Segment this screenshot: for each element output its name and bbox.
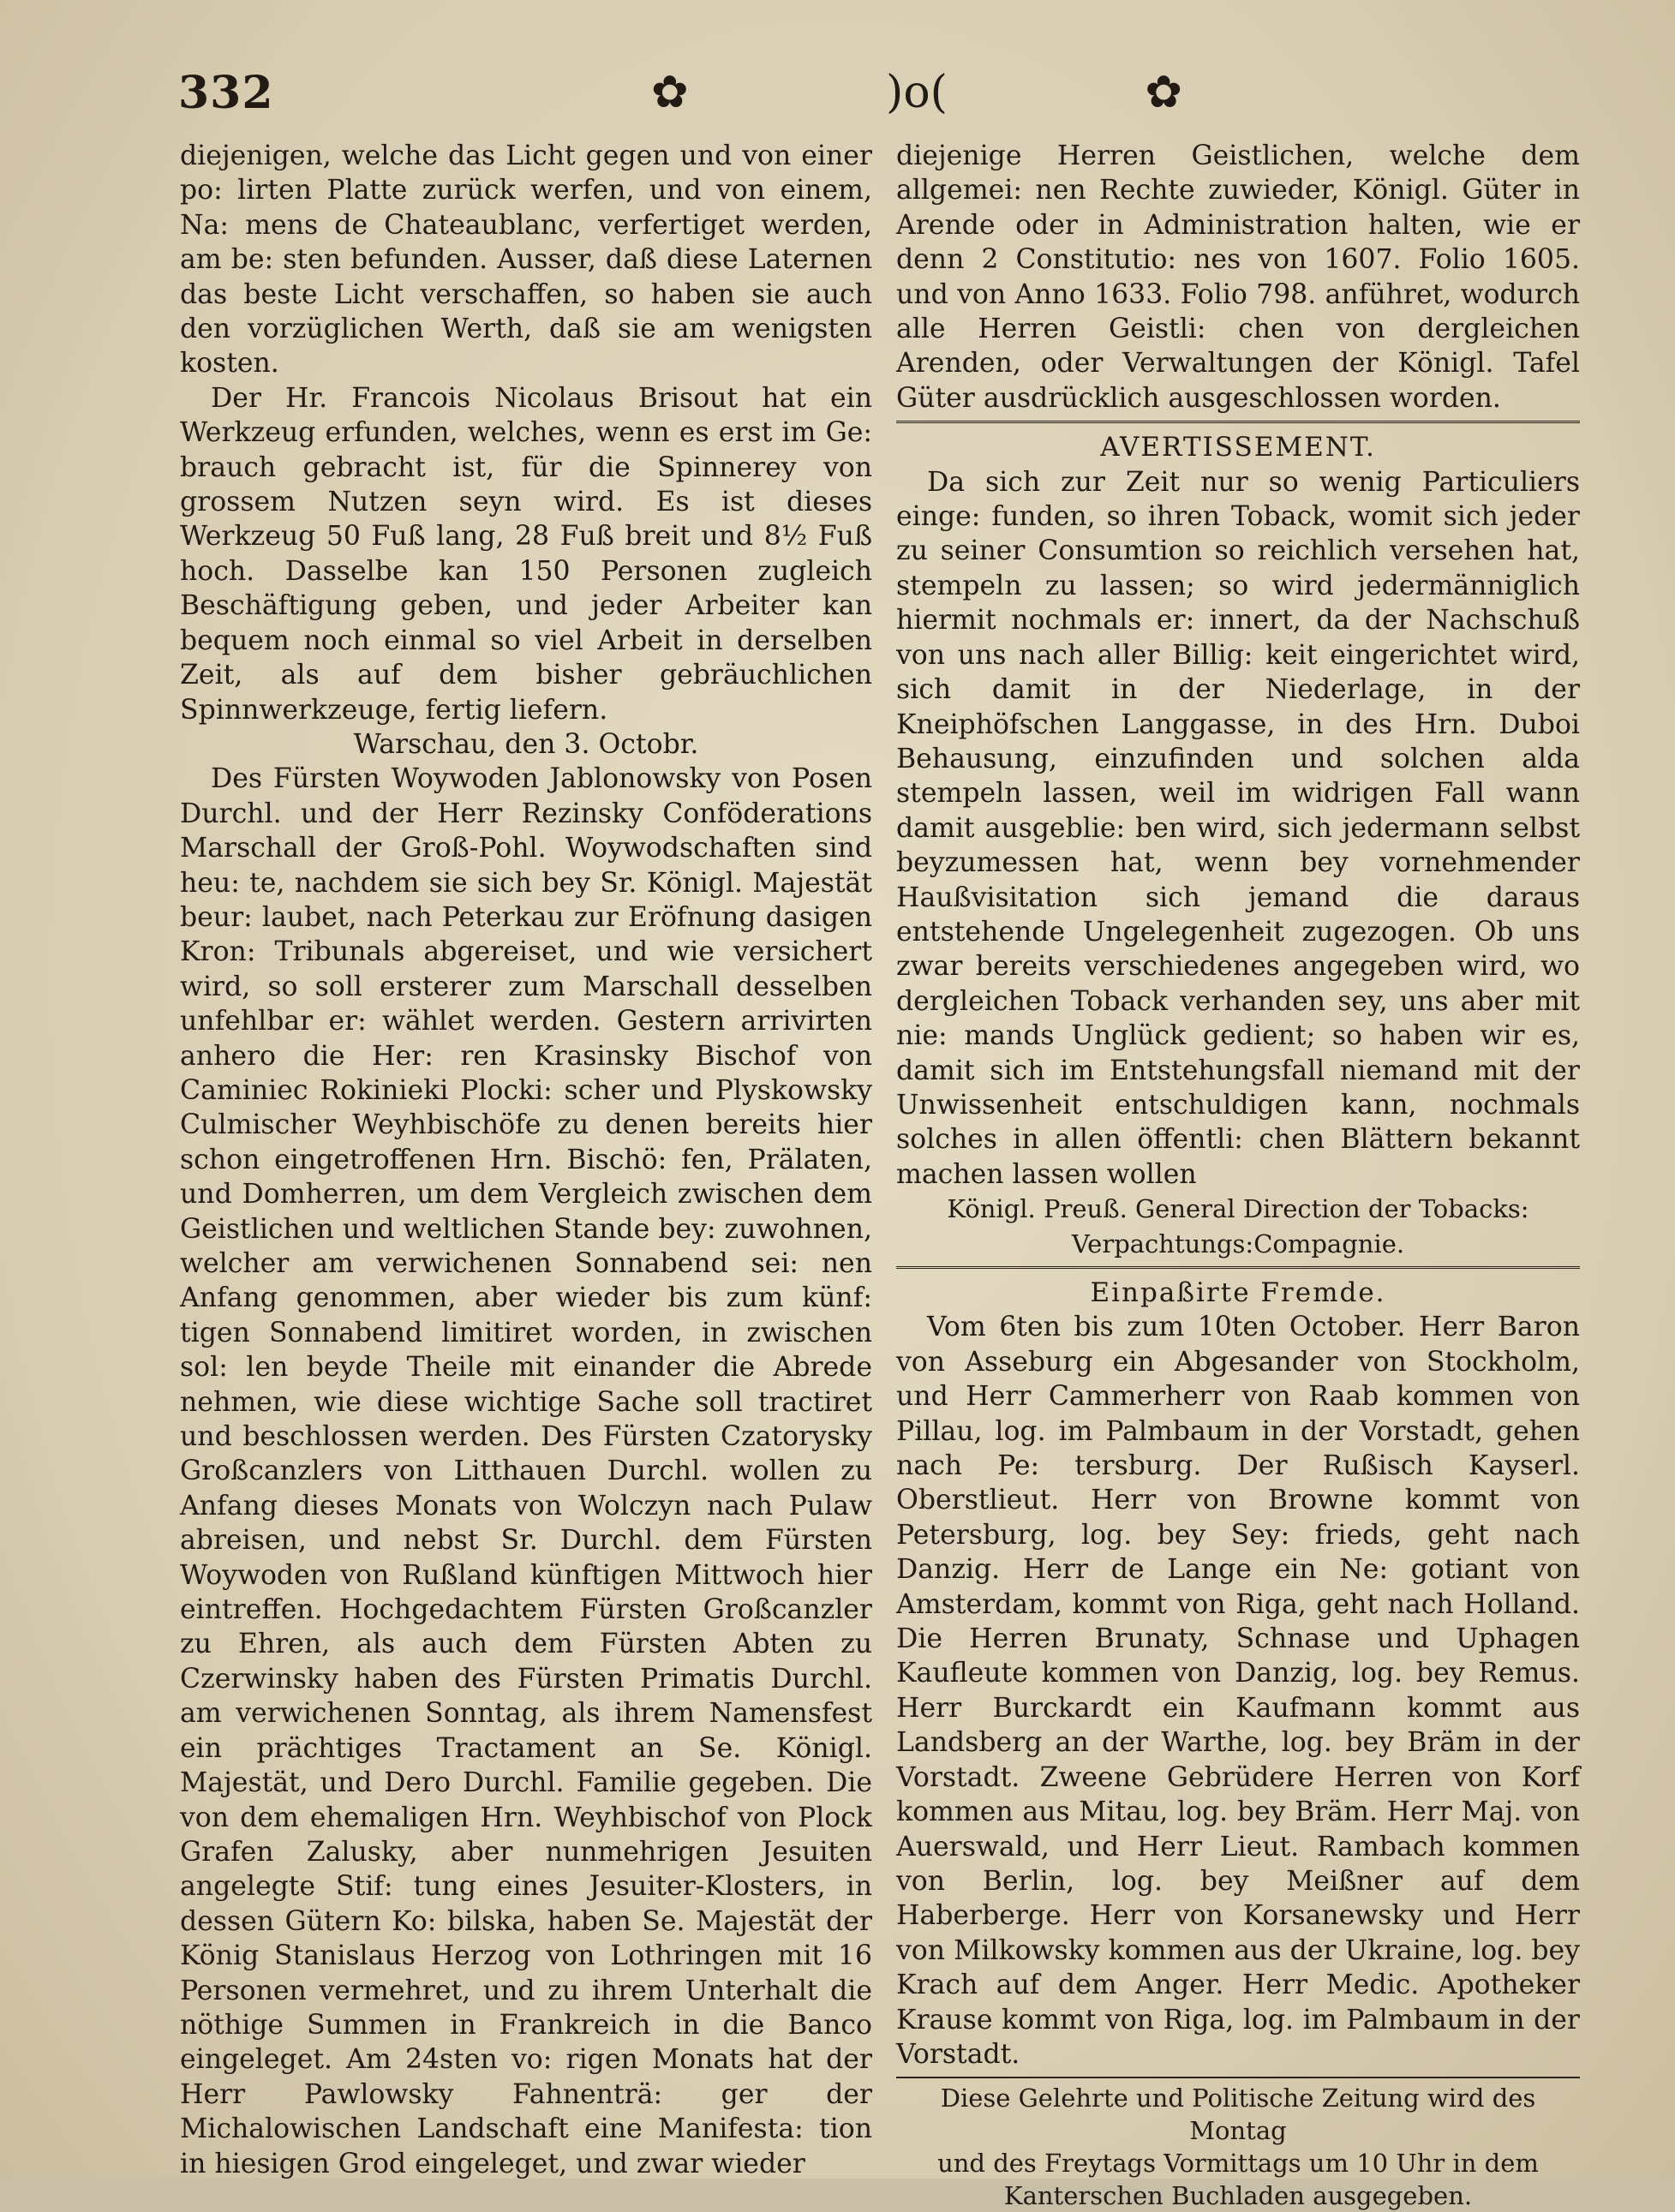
avertissement-body: Da sich zur Zeit nur so wenig Particuliers einge: funden, so ihren Toback, womit sich jeder zu seiner Consumtion so reichlich versehen hat, stempeln zu lassen; so wird jedermänniglich hiermit nochmals er: innert, da der Nachschuß von uns nach aller Billig: keit eingerichtet wird, sich damit in der Niederlage, in der Kneiphöfschen Langgasse, in des Hrn. Duboi Behausung, einzufinden und solchen alda stempeln lassen, weil im widrigen Fall wann damit ausgeblie: ben wird, sich jedermann selbst beyzumessen hat, wenn bey vornehmender Haußvisitation sich jemand die daraus entstehende Ungelegenheit zugezogen. Ob uns zwar bereits verschiedenes angegeben wird, wo dergleichen Toback verhanden sey, uns aber mit nie: mands Unglück gedient; so haben wir es, damit sich im Entstehungsfall niemand mit der Unwissenheit entschuldigen kann, nochmals solches in allen öffentli: chen Blättern bekannt machen lassen wollen xyxy=(896,466,1580,1190)
paragraph-continuation: diejenige Herren Geistlichen, welche dem allgemei: nen Rechte zuwieder, Königl. Güter in Arende oder in Administration halten, wie er denn 2 Constitutio: nes von 1607. Folio 1605. und von Anno 1633. Folio 798. anführet, wodurch alle Herren Geistli: chen von dergleichen Arenden, oder Verwaltungen der Königl. Tafel Güter ausdrücklich ausgeschlossen worden. xyxy=(896,140,1580,414)
colophon-line-2: und des Freytags Vormittags um 10 Uhr in dem xyxy=(937,2149,1539,2179)
colophon-divider xyxy=(896,2077,1580,2078)
paragraph-lanterns: diejenigen, welche das Licht gegen und von einer po: lirten Platte zurück werfen, und von einem, Na: mens de Chateaublanc, verfertiget werden, am be: sten befunden. Ausser, daß diese Laternen das beste Licht verschaffen, so haben sie auch den vorzüglichen Werth, daß sie am wenigsten kosten. xyxy=(180,140,872,380)
center-ornament-icon: )o( xyxy=(886,67,948,118)
paragraph-brisout-machine: Der Hr. Francois Nicolaus Brisout hat ein Werkzeug erfunden, welches, wenn es erst im Ge: brauch gebracht ist, für die Spinnerey von grossem Nutzen seyn wird. Es ist dieses Werkzeug 50 Fuß lang, 28 Fuß breit und 8½ Fuß hoch. Dasselbe kan 150 Personen zugleich Beschäftigung geben, und jeder Arbeiter kan bequem noch einmal so viel Arbeit in derselben Zeit, als auf dem bisher gebräuchlichen Spinnwerkzeuge, fertig liefern. xyxy=(180,382,872,726)
avertissement-signature-line-2: Verpachtungs:Compagnie. xyxy=(1071,1229,1405,1258)
fremde-heading: Einpaßirte Fremde. xyxy=(1090,1277,1386,1308)
left-column xyxy=(180,139,872,2181)
right-column xyxy=(896,139,1580,2212)
avertissement-signature-line-1: Königl. Preuß. General Direction der Tobacks: xyxy=(947,1194,1529,1224)
paragraph-warschau-news: Des Fürsten Woywoden Jablonowsky von Posen Durchl. und der Herr Rezinsky Conföderations Marschall der Groß-Pohl. Woywodschaften sind heu: te, nachdem sie sich bey Sr. Königl. Majestät beur: laubet, nach Peterkau zur Eröfnung dasigen Kron: Tribunals abgereiset, und wie versichert wird, so soll ersterer zum Marschall desselben unfehlbar er: wählet werden. Gestern arrivirten anhero die Her: ren Krasinsky Bischof von Caminiec Rokinieki Plocki: scher und Plyskowsky Culmischer Weyhbischöfe zu denen bereits hier schon eingetroffenen Hrn. Bischö: fen, Prälaten, und Domherren, um dem Vergleich zwischen dem Geistlichen und weltlichen Stande bey: zuwohnen, welcher am verwichenen Sonnabend sei: nen Anfang genommen, aber wieder bis zum künf: tigen Sonnabend limitiret worden, in zwischen sol: len beyde Theile mit einander die Abrede nehmen, wie diese wichtige Sache soll tractiret und beschlossen werden. Des Fürsten Czatorysky Großcanzlers von Litthauen Durchl. wollen zu Anfang dieses Monats von Wolczyn nach Pulaw abreisen, und nebst Sr. Durchl. dem Fürsten Woywoden von Rußland künftigen Mittwoch hier eintreffen. Hochgedachtem Fürsten Großcanzler zu Ehren, als auch dem Fürsten Abten zu Czerwinsky haben des Fürsten Primatis Durchl. am verwichenen Sonntag, als ihrem Namensfest ein prächtiges Tractament an Se. Königl. Majestät, und Dero Durchl. Familie gegeben. Die von dem ehemaligen Hrn. Weyhbischof von Plock Grafen Zalusky, aber nunmehrigen Jesuiten angelegte Stif: tung eines Jesuiter-Klosters, in dessen Gütern Ko: bilska, haben Se. Majestät der König Stanislaus Herzog von Lothringen mit 16 Personen vermehret, und zu ihrem Unterhalt die nöthige Summen in Frankreich in die Banco eingeleget. Am 24sten vo: rigen Monats hat der Herr Pawlowsky Fahnenträ: ger der Michalowischen Landschaft eine Manifesta: tion in hiesigen Grod eingeleget, und zwar wieder xyxy=(180,763,872,2179)
avertissement-heading: AVERTISSEMENT. xyxy=(1100,432,1376,463)
fremde-body: Vom 6ten bis zum 10ten October. Herr Baron von Asseburg ein Abgesander von Stockholm, und Herr Cammerherr von Raab kommen von Pillau, log. im Palmbaum in der Vorstadt, gehen nach Pe: tersburg. Der Rußisch Kayserl. Oberstlieut. Herr von Browne kommt von Petersburg, log. bey Sey: frieds, geht nach Danzig. Herr de Lange ein Ne: gotiant von Amsterdam, kommt von Riga, geht nach Holland. Die Herren Brunaty, Schnase und Uphagen Kaufleute kommen von Danzig, log. bey Remus. Herr Burckardt ein Kaufmann kommt aus Landsberg an der Warthe, log. bey Bräm in der Vorstadt. Zweene Gebrüdere Herren von Korf kommen aus Mitau, log. bey Bräm. Herr Maj. von Auerswald, und Herr Lieut. Rambach kommen von Berlin, log. bey Meißner auf dem Haberberge. Herr von Korsanewsky und Herr von Milkowsky kommen aus der Ukraine, log. bey Krach auf dem Anger. Herr Medic. Apotheker Krause kommt von Riga, log. im Palmbaum in der Vorstadt. xyxy=(896,1312,1580,2070)
header-ornament xyxy=(651,67,1182,118)
dateline-warschau: Warschau, den 3. Octobr. xyxy=(353,728,699,760)
flower-ornament-right-icon: ✿ xyxy=(1145,67,1182,118)
page-number: 332 xyxy=(178,67,274,119)
section-divider xyxy=(896,421,1580,427)
colophon-line-3: Kanterschen Buchladen ausgegeben. xyxy=(1003,2181,1473,2211)
flower-ornament-left-icon: ✿ xyxy=(651,67,689,118)
section-divider xyxy=(896,1266,1580,1272)
colophon-line-1: Diese Gelehrte und Politische Zeitung wird des Montag xyxy=(940,2083,1536,2146)
